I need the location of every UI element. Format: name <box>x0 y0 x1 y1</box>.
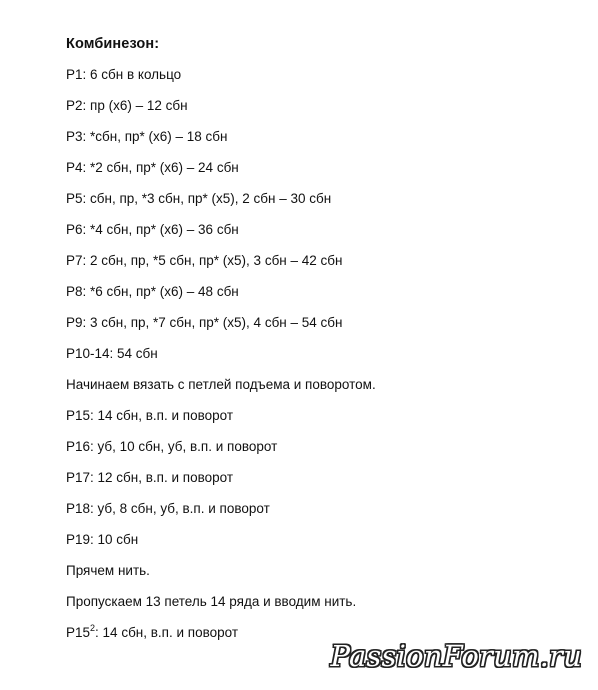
instruction-line: Начинаем вязать с петлей подъема и поворотом. <box>66 377 376 392</box>
row-line: Р10-14: 54 сбн <box>66 346 158 361</box>
row-line: Р9: 3 сбн, пр, *7 сбн, пр* (х5), 4 сбн – 54 сбн <box>66 315 343 330</box>
document-title: Комбинезон: <box>66 36 160 52</box>
row-superscript: 2 <box>90 622 96 633</box>
row-line: Р8: *6 сбн, пр* (х6) – 48 сбн <box>66 284 239 299</box>
instruction-line: Пропускаем 13 петель 14 ряда и вводим нить. <box>66 594 357 609</box>
row-line: Р6: *4 сбн, пр* (х6) – 36 сбн <box>66 222 239 237</box>
row-line: Р19: 10 сбн <box>66 532 139 547</box>
document-body <box>66 34 586 654</box>
row-line: Р2: пр (х6) – 12 сбн <box>66 98 188 113</box>
watermark: PassionForum.ru <box>330 639 582 673</box>
row-text: : 14 сбн, в.п. и поворот <box>95 625 239 640</box>
row-line: Р5: сбн, пр, *3 сбн, пр* (х5), 2 сбн – 30 сбн <box>66 191 332 206</box>
row-line: Р7: 2 сбн, пр, *5 сбн, пр* (х5), 3 сбн – 42 сбн <box>66 253 343 268</box>
row-line: Р3: *сбн, пр* (х6) – 18 сбн <box>66 129 228 144</box>
row-line: Р17: 12 сбн, в.п. и поворот <box>66 470 234 485</box>
row-line: Р4: *2 сбн, пр* (х6) – 24 сбн <box>66 160 239 175</box>
row-prefix: Р15 <box>66 625 91 640</box>
row-line: Р15: 14 сбн, в.п. и поворот <box>66 408 234 423</box>
row-line: Р1: 6 сбн в кольцо <box>66 67 182 82</box>
row-line: Р18: уб, 8 сбн, уб, в.п. и поворот <box>66 501 270 516</box>
instruction-line: Прячем нить. <box>66 563 150 578</box>
row-line: Р16: уб, 10 сбн, уб, в.п. и поворот <box>66 439 278 454</box>
